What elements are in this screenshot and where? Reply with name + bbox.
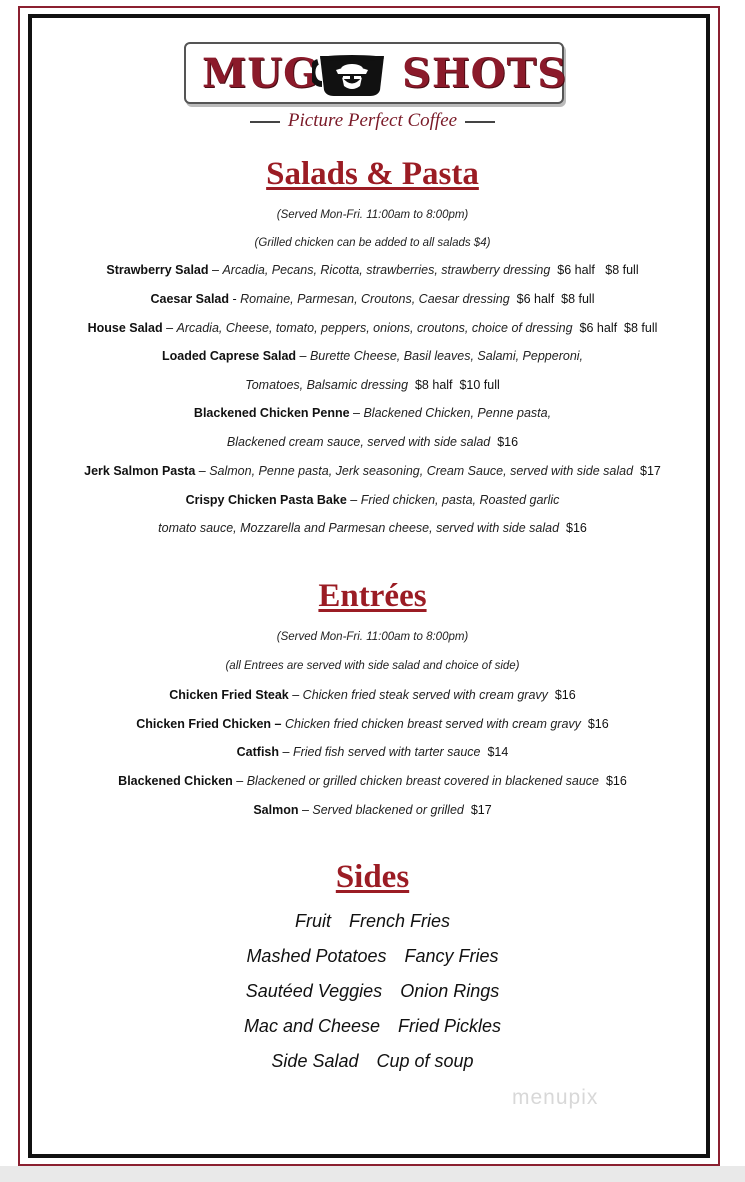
side-item: Onion Rings: [400, 981, 500, 1001]
menu-item-chicken-fried-chicken: [0, 716, 745, 732]
item-price: $6 half $8 full: [516, 292, 595, 306]
menu-item-catfish: [0, 744, 745, 760]
item-name: Blackened Chicken: [118, 774, 233, 788]
item-price: $16: [554, 688, 576, 702]
sides-row: [0, 1051, 745, 1072]
item-description: Chicken fried chicken breast served with cream gravy: [284, 717, 581, 731]
item-separator: –: [298, 803, 313, 817]
tagline: [0, 110, 745, 132]
item-description: Salmon, Penne pasta, Jerk seasoning, Cream Sauce, served with side salad: [209, 464, 634, 478]
item-separator: –: [208, 263, 223, 277]
item-name: Loaded Caprese Salad: [161, 349, 297, 363]
item-separator: –: [232, 774, 247, 788]
item-separator: –: [162, 321, 177, 335]
side-item: Fancy Fries: [404, 946, 499, 966]
item-description: Blackened cream sauce, served with side salad: [226, 435, 491, 449]
logo: [184, 42, 568, 104]
menu-item-jerk-salmon-pasta: [0, 463, 745, 479]
watermark: menupix: [512, 1086, 599, 1109]
item-name: Strawberry Salad: [106, 263, 209, 277]
entrees-note-hours: (Served Mon-Fri. 11:00am to 8:00pm): [276, 631, 469, 643]
item-name: Crispy Chicken Pasta Bake: [185, 493, 347, 507]
salads-note-chicken: (Grilled chicken can be added to all salads $4): [254, 237, 491, 249]
item-description: Chicken fried steak served with cream gravy: [302, 688, 548, 702]
item-name: House Salad: [87, 321, 163, 335]
logo-word-shots: SHOTS: [402, 50, 568, 97]
salads-note-hours: (Served Mon-Fri. 11:00am to 8:00pm): [276, 209, 469, 221]
menu-item-loaded-caprese-salad-cont: [0, 377, 745, 393]
item-description: Served blackened or grilled: [312, 803, 464, 817]
item-description: Tomatoes, Balsamic dressing: [245, 378, 409, 392]
item-description: Fried fish served with tarter sauce: [292, 745, 481, 759]
item-price: $8 half $10 full: [414, 378, 500, 392]
menu-item-chicken-fried-steak: [0, 687, 745, 703]
item-separator: –: [288, 688, 303, 702]
item-name: Caesar Salad: [150, 292, 230, 306]
item-price: $17: [470, 803, 492, 817]
section-title-entrees: Entrées: [318, 578, 427, 614]
sides-row: [0, 946, 745, 967]
item-name: Chicken Fried Steak: [169, 688, 289, 702]
menu-item-house-salad: [0, 320, 745, 336]
side-item: Sautéed Veggies: [245, 981, 383, 1001]
item-name: Jerk Salmon Pasta: [84, 464, 196, 478]
item-description: Romaine, Parmesan, Croutons, Caesar dressing: [240, 292, 510, 306]
page-bottom-edge: [0, 1166, 745, 1182]
section-title-salads: Salads & Pasta: [266, 156, 479, 192]
menu-item-crispy-chicken-pasta-bake-cont: [0, 520, 745, 536]
item-name: Blackened Chicken Penne: [193, 406, 350, 420]
entrees-note-sides: (all Entrees are served with side salad and choice of side): [225, 660, 520, 672]
item-price: $16: [605, 774, 627, 788]
side-item: Cup of soup: [376, 1051, 474, 1071]
item-description: tomato sauce, Mozzarella and Parmesan cheese, served with side salad: [158, 521, 560, 535]
item-price: $6 half $8 full: [557, 263, 639, 277]
menu-item-caesar-salad: [0, 291, 745, 307]
menu-item-blackened-chicken-penne: [0, 405, 745, 421]
item-price: $17: [640, 464, 661, 478]
item-separator: –: [349, 406, 364, 420]
item-price: $16: [587, 717, 609, 731]
section-title-sides: Sides: [335, 859, 410, 895]
side-item: Side Salad: [271, 1051, 359, 1071]
item-description: Burette Cheese, Basil leaves, Salami, Pepperoni,: [309, 349, 584, 363]
side-item: French Fries: [348, 911, 451, 931]
sides-row: [0, 911, 745, 932]
side-item: Mashed Potatoes: [246, 946, 387, 966]
sides-row: [0, 981, 745, 1002]
side-item: Fried Pickles: [398, 1016, 502, 1036]
sides-row: [0, 1016, 745, 1037]
item-separator: –: [195, 464, 210, 478]
mug-icon: [312, 50, 392, 100]
item-name: Chicken Fried Chicken –: [136, 717, 282, 731]
menu-item-blackened-chicken-penne-cont: [0, 434, 745, 450]
item-description: Arcadia, Cheese, tomato, peppers, onions, croutons, choice of dressing: [176, 321, 573, 335]
item-name: Salmon: [253, 803, 299, 817]
item-price: $14: [487, 745, 509, 759]
menu-item-loaded-caprese-salad: [0, 348, 745, 364]
item-price: $16: [566, 521, 587, 535]
item-separator: –: [279, 745, 293, 759]
item-description: Fried chicken, pasta, Roasted garlic: [360, 493, 560, 507]
item-price: $16: [497, 435, 519, 449]
menu-item-crispy-chicken-pasta-bake: [0, 492, 745, 508]
logo-word-mug: MUG: [202, 50, 319, 97]
item-description: Arcadia, Pecans, Ricotta, strawberries, strawberry dressing: [222, 263, 551, 277]
menu-item-blackened-chicken: [0, 773, 745, 789]
menu-item-strawberry-salad: [0, 262, 745, 278]
tagline-dash-left: [250, 121, 280, 123]
item-separator: –: [296, 349, 310, 363]
item-price: $6 half $8 full: [579, 321, 658, 335]
menu-item-salmon: [0, 802, 745, 818]
item-name: Catfish: [236, 745, 280, 759]
item-description: Blackened or grilled chicken breast covered in blackened sauce: [246, 774, 600, 788]
item-description: Blackened Chicken, Penne pasta,: [363, 406, 552, 420]
item-separator: –: [346, 493, 361, 507]
tagline-dash-right: [465, 121, 495, 123]
tagline-text: Picture Perfect Coffee: [287, 110, 458, 131]
side-item: Fruit: [294, 911, 331, 931]
item-separator: -: [229, 292, 241, 306]
side-item: Mac and Cheese: [243, 1016, 381, 1036]
